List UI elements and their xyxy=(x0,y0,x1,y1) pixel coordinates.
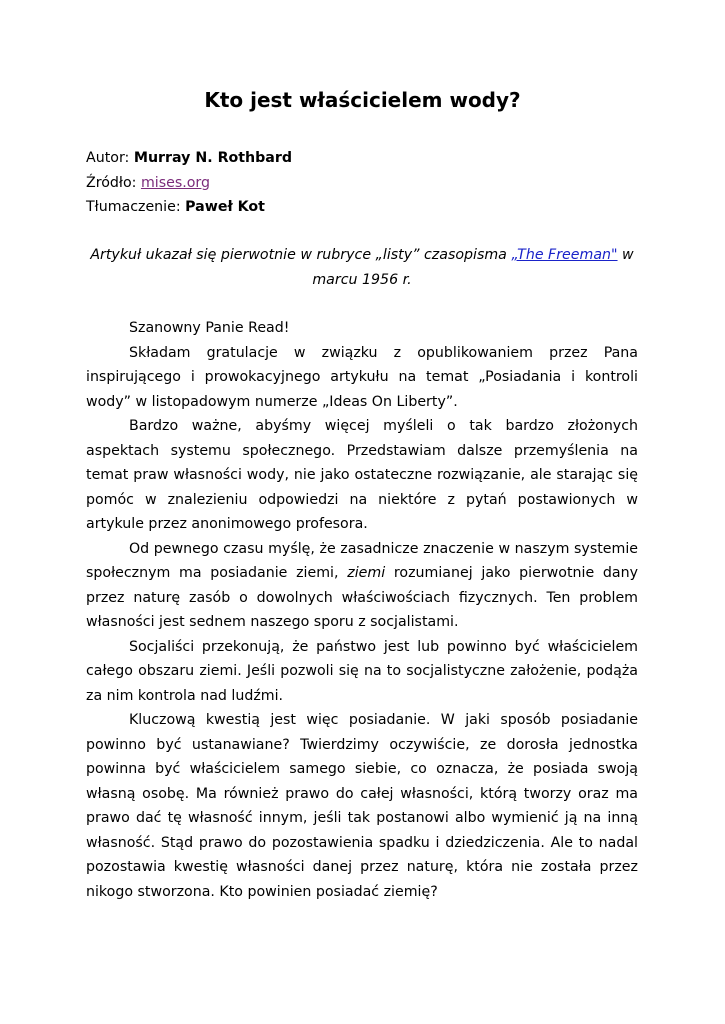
author-name: Murray N. Rothbard xyxy=(133,150,293,166)
paragraph-4: Socjaliści przekonują, że państwo jest lub powinno być właścicielem całego obszaru ziemi. Jeśli pozwoli się na to socjalistyczne założenie, podąża za nim kontrola nad ludźmi. xyxy=(86,638,638,704)
intro-text-before: Artykuł ukazał się pierwotnie w rubryce „listy” czasopisma xyxy=(90,247,512,263)
paragraph-3-part-2: rozumianej jako pierwotnie dany przez naturę zasób o dowolnych właściwościach fizycznych. Ten problem własności jest sednem naszego sporu z socjalistami. xyxy=(86,565,638,630)
source-label: Źródło: xyxy=(86,174,141,191)
paragraph-3-part-1: Od pewnego czasu myślę, że zasadnicze znaczenie w naszym systemie społecznym ma posiadanie ziemi, xyxy=(86,540,638,581)
paragraph-5: Kluczową kwestią jest więc posiadanie. W jaki sposób posiadanie powinno być ustanawiane? Twierdzimy oczywiście, ze dorosła jednostka powinna być właścicielem samego siebie, co oznacza, że posiada swoją własną osobę. Ma również prawo do całej własności, którą tworzy oraz ma prawo dać tę własność innym, jeśli tak postanowi albo wymienić ją na inną własność. Stąd prawo do pozostawienia spadku i dziedziczenia. Ale to nadal pozostawia kwestię własności danej przez naturę, która nie została przez nikogo stworzona. Kto powinien posiadać ziemię? xyxy=(86,712,638,900)
translator-name: Paweł Kot xyxy=(185,199,265,215)
author-line xyxy=(86,146,292,171)
article-meta xyxy=(86,146,292,220)
translation-line xyxy=(86,195,292,220)
paragraph-2: Bardzo ważne, abyśmy więcej myśleli o tak bardzo złożonych aspektach systemu społecznego. Przedstawiam dalsze przemyślenia na temat praw własności wody, nie jako ostateczne rozwiązanie, ale starając się pomóc w znalezieniu odpowiedzi na niektóre z pytań postawionych w artykule przez anonimowego profesora. xyxy=(86,418,638,532)
greeting: Szanowny Panie Read! xyxy=(129,320,290,336)
intro-text-after: w marcu 1956 r. xyxy=(312,247,634,288)
translation-label: Tłumaczenie: xyxy=(86,199,186,215)
paragraph-3-emphasis: ziemi xyxy=(347,565,386,581)
paragraph-3 xyxy=(86,537,638,635)
paragraph-1: Składam gratulacje w związku z opublikowaniem przez Pana inspirującego i prowokacyjnego artykułu na temat „Posiadania i kontroli wody” w listopadowym numerze „Ideas On Liberty”. xyxy=(86,344,638,410)
source-link[interactable]: mises.org xyxy=(140,174,210,191)
source-line xyxy=(86,171,292,196)
intro-note xyxy=(86,243,638,292)
freeman-link[interactable]: „The Freeman" xyxy=(511,247,618,263)
document-title: Kto jest właścicielem wody? xyxy=(204,88,521,112)
author-label: Autor: xyxy=(86,150,134,166)
letter-body xyxy=(86,316,638,904)
